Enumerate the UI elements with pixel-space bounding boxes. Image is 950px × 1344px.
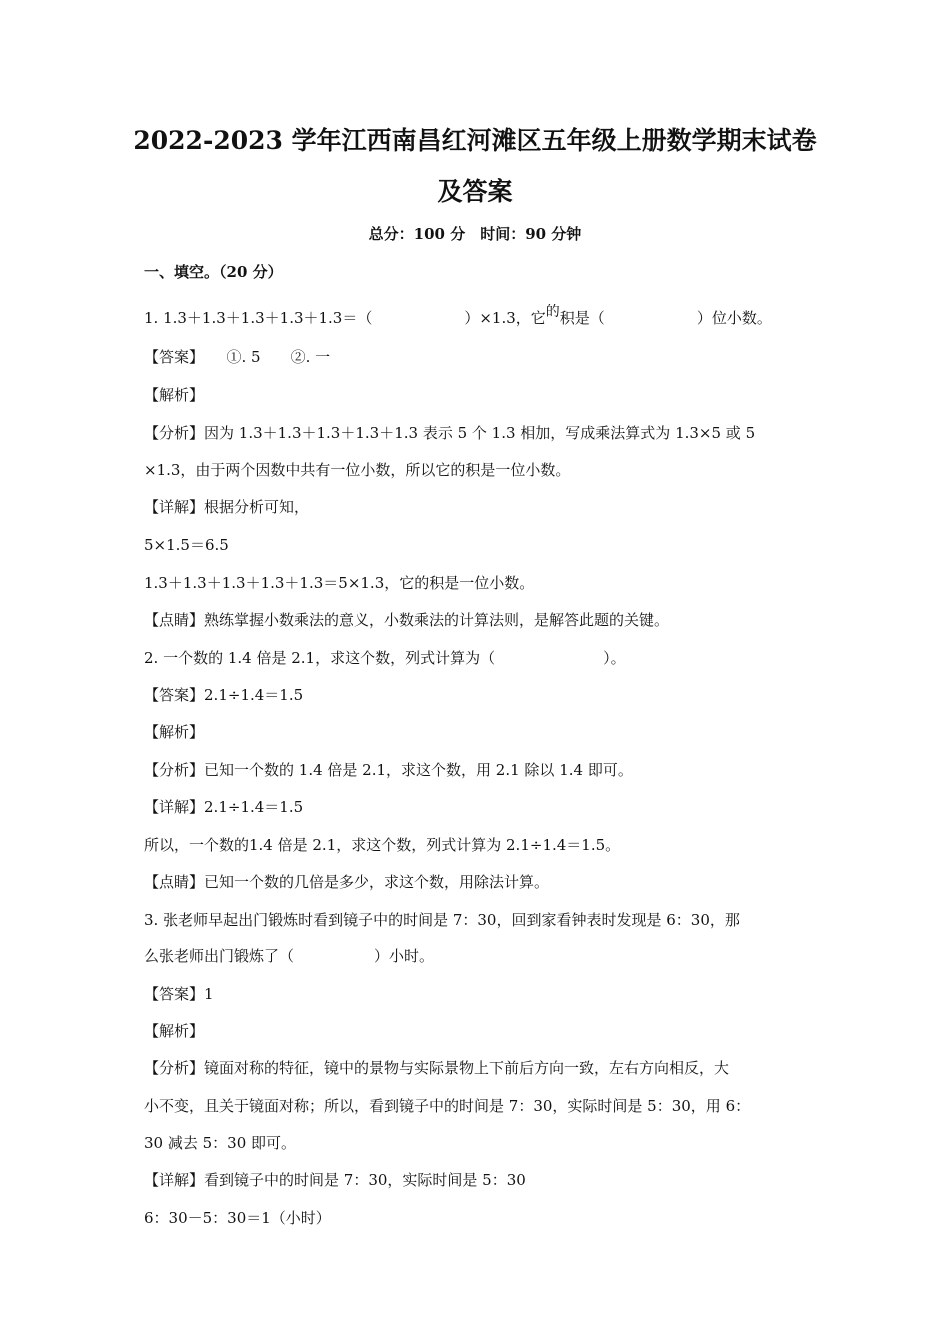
q2-jiexi: 【解析】 bbox=[144, 723, 205, 741]
q1-fenxi-tag: 【分析】 bbox=[144, 424, 205, 442]
q1-answer-tag: 【答案】 bbox=[144, 348, 197, 366]
q3-stem-part-b: ）小时。 bbox=[374, 947, 435, 965]
q2-fenxi-text: 已知一个数的 1.4 倍是 2.1，求这个数，用 2.1 除以 1.4 即可。 bbox=[204, 761, 633, 779]
q1-calc-1: 5×1.5＝6.5 bbox=[144, 536, 229, 554]
q2-fenxi-tag: 【分析】 bbox=[144, 761, 205, 779]
q1-stem bbox=[144, 304, 814, 329]
q1-answer bbox=[144, 347, 814, 367]
q1-calc-2: 1.3＋1.3＋1.3＋1.3＋1.3＝5×1.3，它的积是一位小数。 bbox=[144, 574, 535, 592]
q1-stem-superscript: 的 bbox=[545, 304, 560, 320]
section-heading: 一、填空。（20 分） bbox=[144, 263, 283, 281]
q3-fenxi-text1: 镜面对称的特征，镜中的景物与实际景物上下前后方向一致，左右方向相反，大 bbox=[204, 1059, 730, 1077]
q1-jiexi: 【解析】 bbox=[144, 386, 205, 404]
q2-stem-part-a: 2. 一个数的 1.4 倍是 2.1，求这个数，列式计算为（ bbox=[144, 649, 496, 667]
q1-xiangjie-tag: 【详解】 bbox=[144, 498, 205, 516]
q2-fenxi bbox=[144, 760, 814, 780]
document-title-line2: 及答案 bbox=[437, 177, 513, 206]
q2-answer-body: 2.1÷1.4＝1.5 bbox=[204, 686, 304, 704]
q1-stem-part-a: 1. 1.3＋1.3＋1.3＋1.3＋1.3＝（ bbox=[144, 309, 373, 327]
q1-stem-part-c: 积是（ bbox=[559, 309, 605, 327]
q1-dianjing-tag: 【点睛】 bbox=[144, 611, 205, 629]
q3-fenxi-tag: 【分析】 bbox=[144, 1059, 205, 1077]
q3-answer bbox=[144, 984, 814, 1004]
document-title-line1: 2022-2023 学年江西南昌红河滩区五年级上册数学期末试卷 bbox=[133, 126, 817, 155]
q1-fenxi-text1: 因为 1.3＋1.3＋1.3＋1.3＋1.3 表示 5 个 1.3 相加，写成乘法算式为 1.3×5 或 5 bbox=[204, 424, 756, 442]
q3-fenxi-line1 bbox=[144, 1058, 814, 1078]
q1-stem-part-b: ）×1.3，它 bbox=[464, 309, 546, 327]
q3-answer-body: 1 bbox=[204, 985, 214, 1003]
q2-xiangjie-text: 2.1÷1.4＝1.5 bbox=[204, 798, 304, 816]
q2-answer-tag: 【答案】 bbox=[144, 686, 205, 704]
q2-dianjing bbox=[144, 872, 814, 892]
q2-xiangjie-tag: 【详解】 bbox=[144, 798, 205, 816]
q1-fenxi-line1 bbox=[144, 423, 814, 443]
q3-xiangjie bbox=[144, 1170, 814, 1190]
q3-xiangjie-text: 看到镜子中的时间是 7：30，实际时间是 5：30 bbox=[204, 1171, 526, 1189]
q3-fenxi-line3: 30 减去 5：30 即可。 bbox=[144, 1134, 297, 1152]
q3-calc: 6：30－5：30＝1（小时） bbox=[144, 1209, 331, 1227]
q3-fenxi-line2: 小不变，且关于镜面对称；所以，看到镜子中的时间是 7：30，实际时间是 5：30，用 6： bbox=[144, 1097, 751, 1115]
exam-meta: 总分：100 分 时间：90 分钟 bbox=[368, 225, 582, 243]
q2-dianjing-text: 已知一个数的几倍是多少，求这个数，用除法计算。 bbox=[204, 873, 550, 891]
q1-xiangjie bbox=[144, 497, 814, 517]
q2-conclusion: 所以，一个数的1.4 倍是 2.1，求这个数，列式计算为 2.1÷1.4＝1.5。 bbox=[144, 836, 621, 854]
q1-stem-part-d: ）位小数。 bbox=[696, 309, 772, 327]
q3-stem-line2 bbox=[144, 946, 814, 966]
q2-stem bbox=[144, 648, 814, 668]
q3-xiangjie-tag: 【详解】 bbox=[144, 1171, 205, 1189]
q1-answer-body: ①. 5 ②. 一 bbox=[196, 348, 331, 366]
q1-xiangjie-text: 根据分析可知， bbox=[204, 498, 310, 516]
q3-jiexi: 【解析】 bbox=[144, 1022, 205, 1040]
q2-dianjing-tag: 【点睛】 bbox=[144, 873, 205, 891]
q1-dianjing bbox=[144, 610, 814, 630]
q3-answer-tag: 【答案】 bbox=[144, 985, 205, 1003]
q3-stem-part-a: 么张老师出门锻炼了（ bbox=[144, 947, 295, 965]
q2-stem-part-b: ）。 bbox=[603, 649, 626, 667]
q1-fenxi-line2: ×1.3，由于两个因数中共有一位小数，所以它的积是一位小数。 bbox=[144, 461, 571, 479]
q1-dianjing-text: 熟练掌握小数乘法的意义，小数乘法的计算法则，是解答此题的关键。 bbox=[204, 611, 670, 629]
q2-answer bbox=[144, 685, 814, 705]
q3-stem-line1: 3. 张老师早起出门锻炼时看到镜子中的时间是 7：30，回到家看钟表时发现是 6：30，那 bbox=[144, 911, 740, 929]
q2-xiangjie bbox=[144, 797, 814, 817]
